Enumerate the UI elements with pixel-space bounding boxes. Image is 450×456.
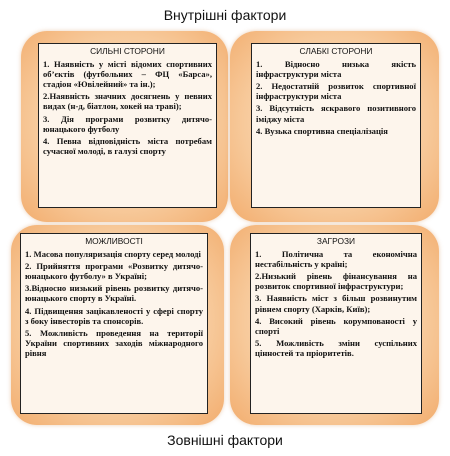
threats-item: 2.Низький рівень фінансування на розвиток спортивної інфраструктури; xyxy=(255,271,417,292)
weaknesses-card xyxy=(230,31,439,222)
strengths-card xyxy=(21,31,228,222)
external-factors-heading: Зовнішні фактори xyxy=(167,432,283,448)
opportunities-item: 1. Масова популяризація спорту серед молоді xyxy=(25,249,201,260)
strengths-item: 4. Певна відповідність міста потребам сучасної молоді, в галузі спорту xyxy=(43,135,212,156)
weaknesses-item: 3. Відсутність яскравого позитивного іміджу міста xyxy=(256,103,416,124)
threats-item: 5. Можливість зміни суспільних цінностей та пріоритетів. xyxy=(255,337,417,358)
threats-item: 1. Політична та економічна нестабільність у країні; xyxy=(255,249,417,270)
strengths-item: 3. Дія програми розвитку дитячо-юнацького футболу xyxy=(43,113,212,134)
opportunities-box xyxy=(20,233,208,414)
opportunities-item: 4. Підвищення зацікавленості у сфері спорту з боку інвесторів та спонсорів. xyxy=(25,305,203,326)
strengths-title: СИЛЬНІ СТОРОНИ xyxy=(90,46,165,56)
opportunities-item: 3.Відносно низький рівень розвитку дитячо-юнацького спорту в Україні. xyxy=(25,283,203,304)
threats-title: ЗАГРОЗИ xyxy=(316,236,356,246)
opportunities-item: 2. Прийняття програми «Розвитку дитячо-юнацького футболу» в Україні; xyxy=(25,261,203,282)
weaknesses-item: 4. Вузька спортивна спеціалізація xyxy=(256,125,388,136)
strengths-item: 2.Наявність значних досягнень у певних видах (н-д, біатлон, хокей на траві); xyxy=(43,91,212,112)
strengths-item: 1. Наявність у місті відомих спортивних об’єктів (футбольних – ФЦ «Барса», стадіон «Ювілейний» та ін.); xyxy=(43,59,212,90)
weaknesses-item: 1. Відносно низька якість інфраструктури міста xyxy=(256,59,416,80)
opportunities-card xyxy=(11,225,224,425)
opportunities-item: 5. Можливість проведення на території України спортивних заходів міжнародного рівня xyxy=(25,327,203,358)
weaknesses-item: 2. Недостатній розвиток спортивної інфраструктури міста xyxy=(256,81,416,102)
opportunities-title: МОЖЛИВОСТІ xyxy=(85,236,143,246)
threats-item: 4. Високий рівень корумпованості у спорті xyxy=(255,315,417,336)
strengths-box xyxy=(38,43,217,208)
weaknesses-title: СЛАБКІ СТОРОНИ xyxy=(299,46,373,56)
threats-card xyxy=(230,225,439,425)
threats-box xyxy=(250,233,422,414)
weaknesses-box xyxy=(251,43,421,208)
threats-item: 3. Наявність міст з більш розвинутим рівнем спорту (Харків, Київ); xyxy=(255,293,417,314)
internal-factors-heading: Внутрішні фактори xyxy=(163,7,287,23)
